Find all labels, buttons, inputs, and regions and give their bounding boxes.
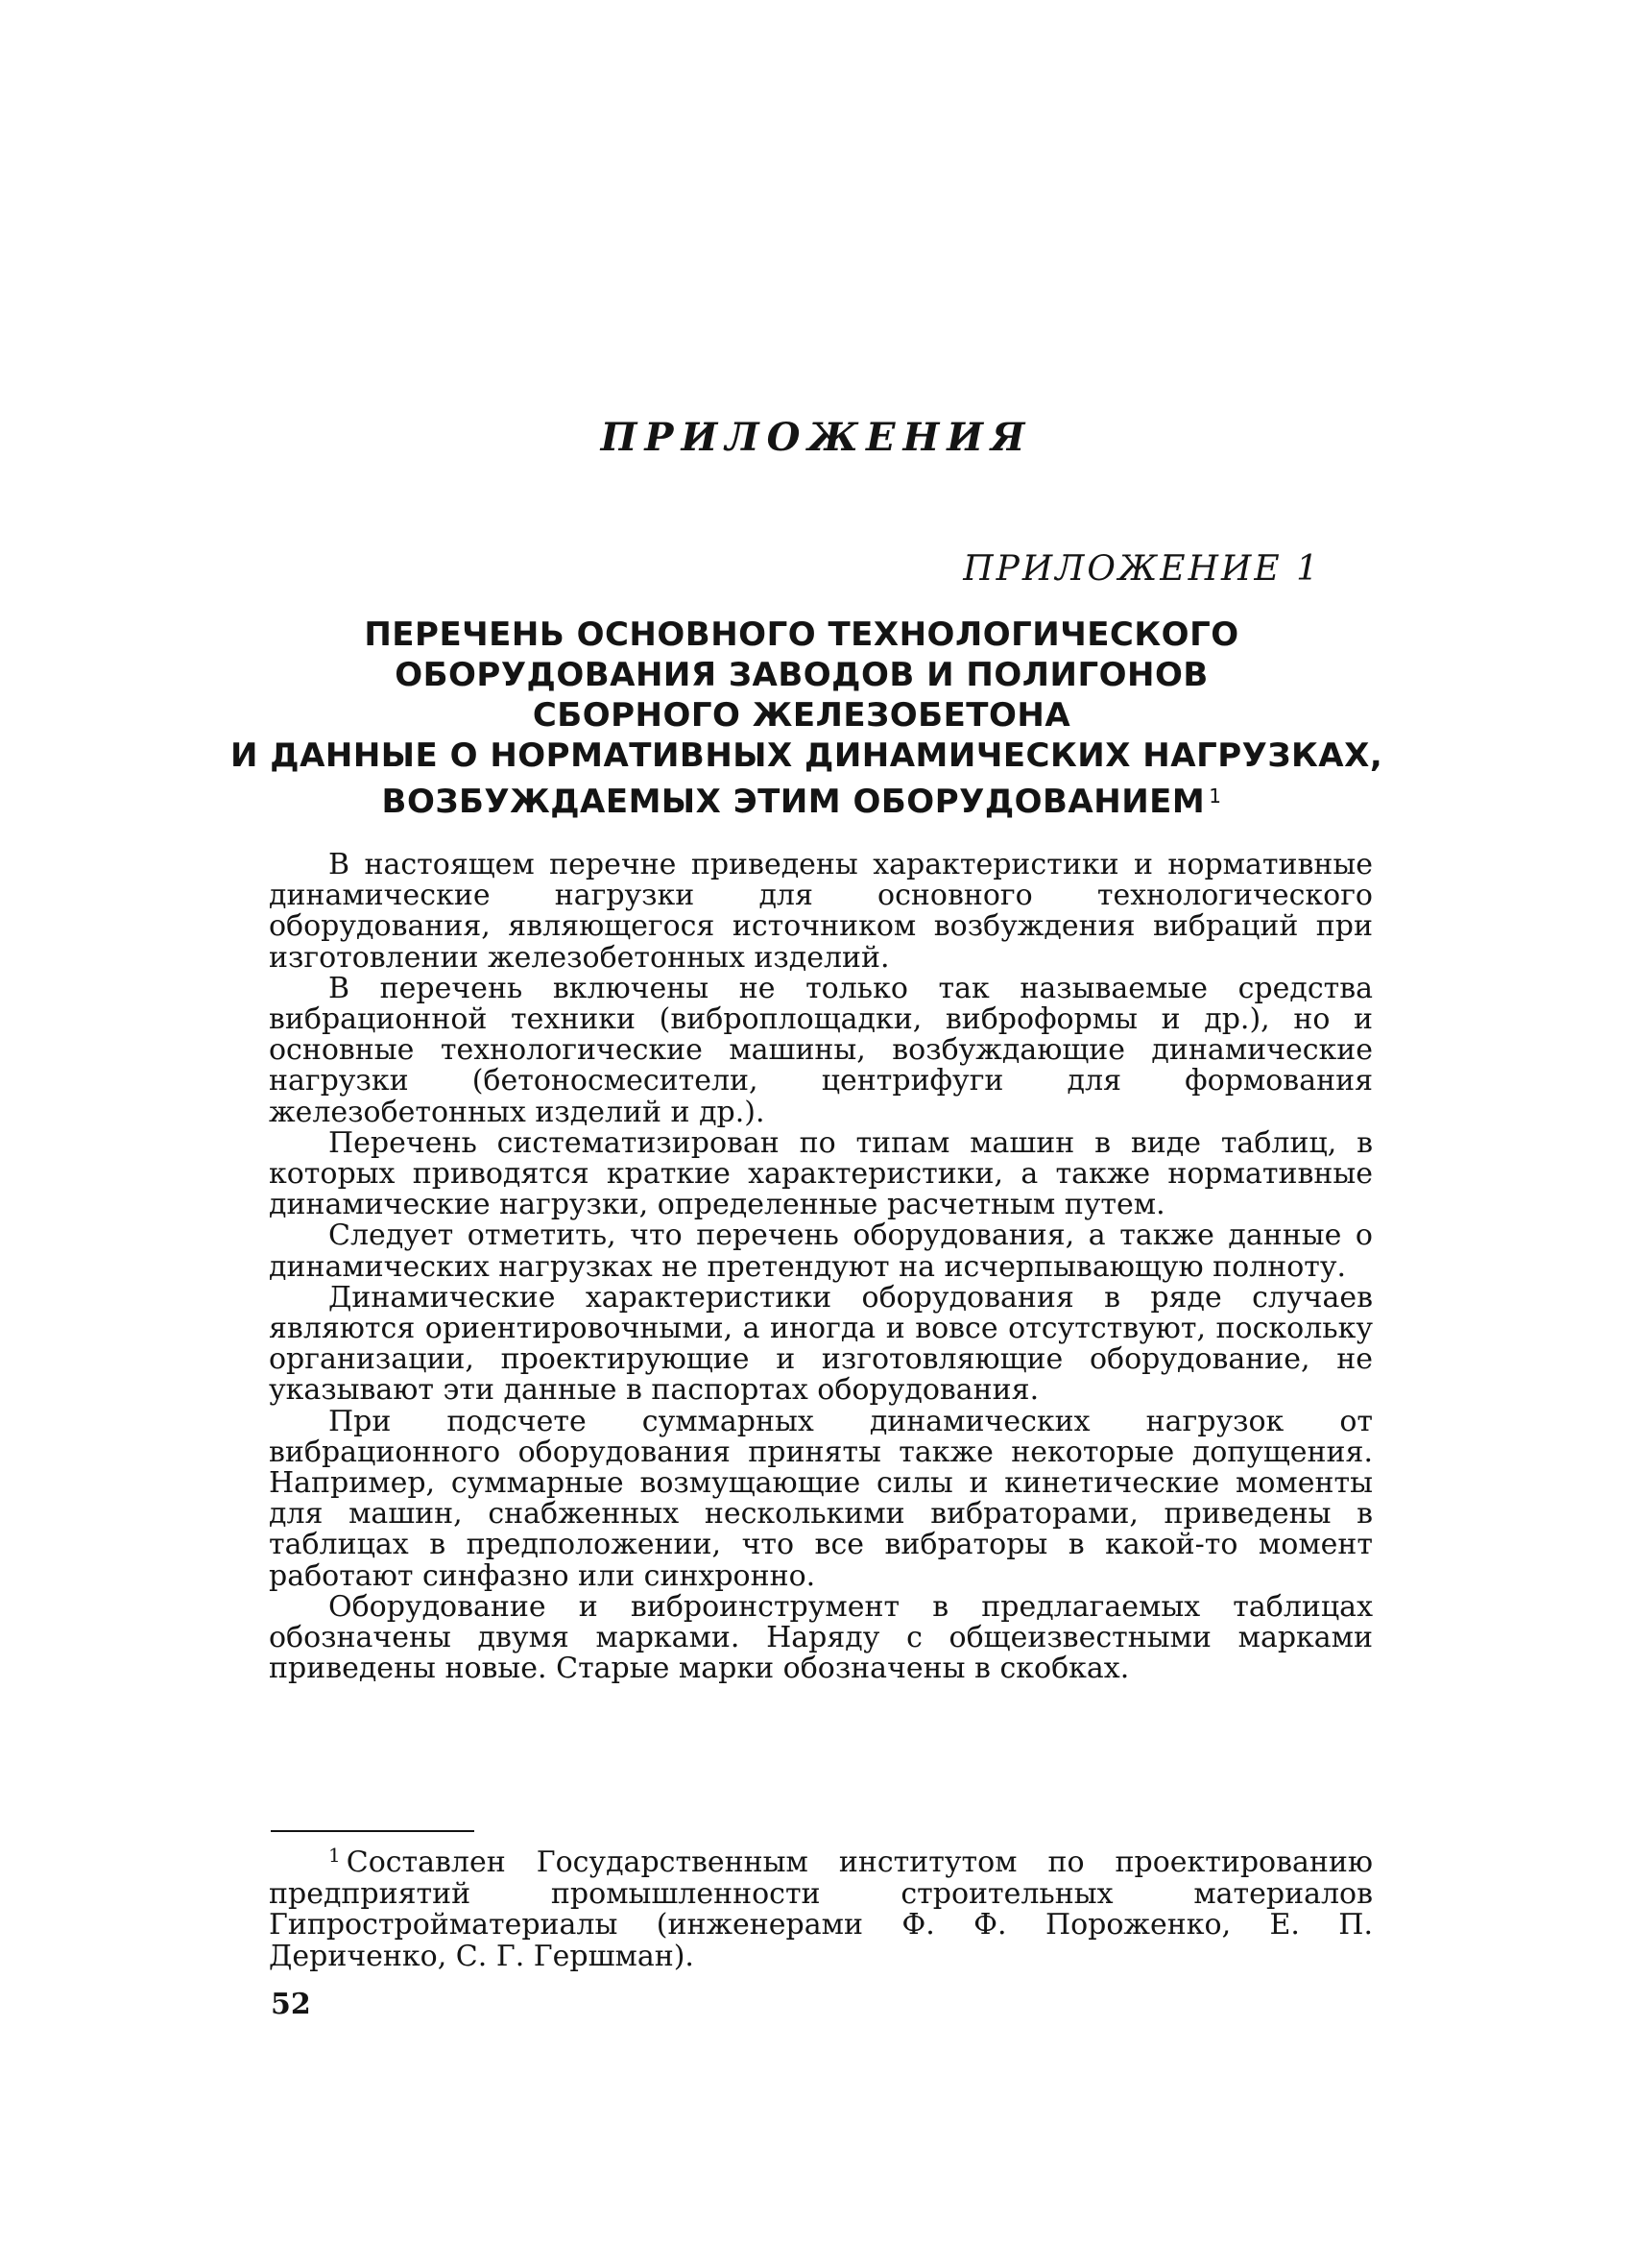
heading-line: ОБОРУДОВАНИЯ ЗАВОДОВ И ПОЛИГОНОВ bbox=[395, 656, 1209, 694]
paragraph: Перечень систематизирован по типам машин в виде таблиц, в которых приводятся краткие характеристики, а также нормативные динамические нагрузки, определенные расчетным путем. bbox=[269, 1125, 1373, 1222]
heading-line: СБОРНОГО ЖЕЛЕЗОБЕТОНА bbox=[532, 696, 1071, 735]
paragraph: Следует отметить, что перечень оборудования, а также данные о динамических нагрузках не претендуют на исчерпывающую полноту. bbox=[269, 1218, 1373, 1284]
footnote bbox=[269, 1840, 1373, 1972]
page-number: 52 bbox=[271, 1988, 311, 2021]
paragraph: При подсчете суммарных динамических нагрузок от вибрационного оборудования приняты также некоторые допущения. Например, суммарные возмущающие силы и кинетические моменты для машин, снабженных несколькими вибраторами, приведены в таблицах в предположении, что все вибраторы в какой-то момент работают синфазно или синхронно. bbox=[269, 1404, 1373, 1593]
footnote-text: Составлен Государственным институтом по проектированию предприятий промышленности строительных материалов Гипростройматериалы (инженерами Ф. Ф. Пороженко, Е. П. Дериченко, С. Г. Гершман). bbox=[269, 1846, 1373, 1973]
heading-line-text: ВОЗБУЖДАЕМЫХ ЭТИМ ОБОРУДОВАНИЕМ bbox=[381, 783, 1206, 821]
paragraph: В перечень включены не только так называемые средства вибрационной техники (виброплощадки, виброформы и др.), но и основные технологические машины, возбуждающие динамические нагрузки (бетоносмесители, центрифуги для формования железобетонных изделий и др.). bbox=[269, 971, 1373, 1129]
heading-line: ПЕРЕЧЕНЬ ОСНОВНОГО ТЕХНОЛОГИЧЕСКОГО bbox=[364, 615, 1239, 654]
footnote-divider bbox=[271, 1830, 474, 1832]
body-text bbox=[269, 850, 1373, 1684]
appendix-label: ПРИЛОЖЕНИЕ 1 bbox=[963, 549, 1321, 589]
section-title: ПРИЛОЖЕНИЯ bbox=[600, 415, 1033, 460]
paragraph: Динамические характеристики оборудования в ряде случаев являются ориентировочными, а иногда и вовсе отсутствуют, поскольку организации, проектирующие и изготовляющие оборудование, не указывают эти данные в паспортах оборудования. bbox=[269, 1280, 1373, 1408]
paragraph: Оборудование и виброинструмент в предлагаемых таблицах обозначены двумя марками. Наряду с общеизвестными марками приведены новые. Старые марки обозначены в скобках. bbox=[269, 1589, 1373, 1686]
heading-footnote-mark: 1 bbox=[1209, 784, 1222, 808]
paragraph: В настоящем перечне приведены характеристики и нормативные динамические нагрузки для основного технологического оборудования, являющегося источником возбуждения вибраций при изготовлении железобетонных изделий. bbox=[269, 848, 1373, 975]
heading-line-last bbox=[230, 776, 1373, 822]
appendix-heading bbox=[230, 615, 1383, 822]
heading-line: И ДАННЫЕ О НОРМАТИВНЫХ ДИНАМИЧЕСКИХ НАГРУЗКАХ, bbox=[230, 736, 1383, 775]
footnote-mark: 1 bbox=[328, 1844, 341, 1867]
